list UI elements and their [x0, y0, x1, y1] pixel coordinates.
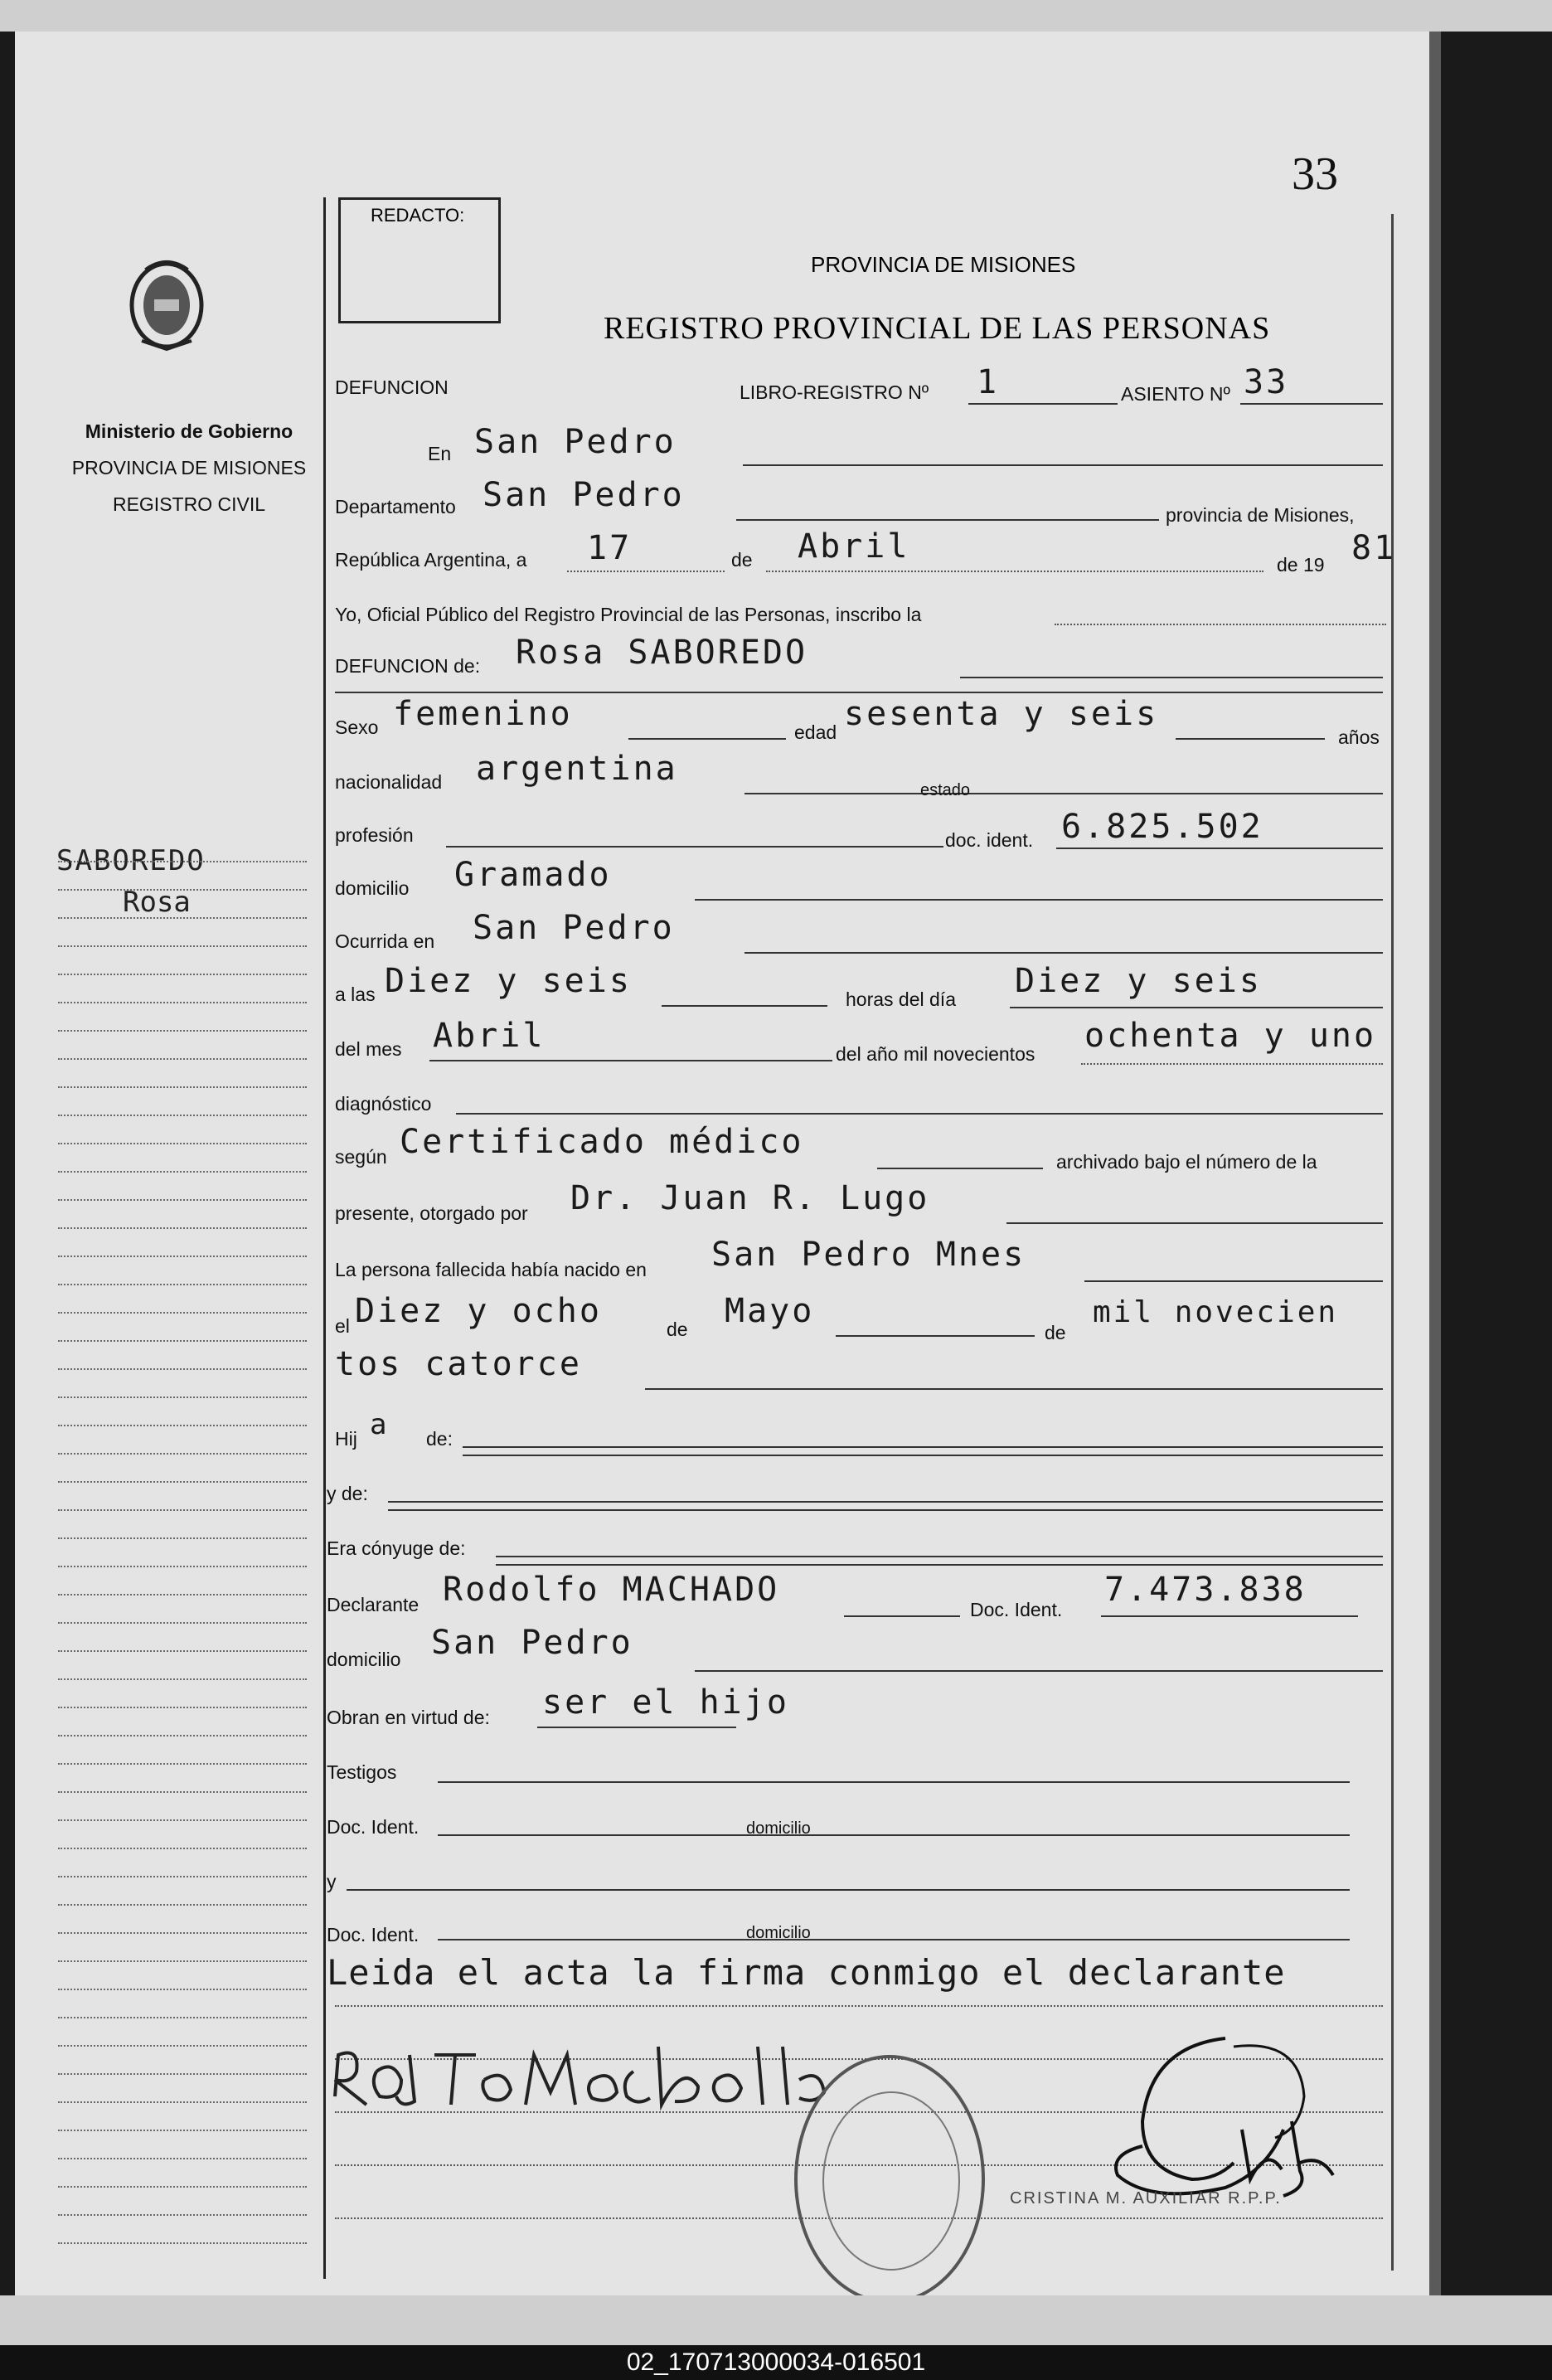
margin-rule [58, 1566, 307, 1567]
label-hij-de: de: [426, 1428, 453, 1450]
value-ano-nac-1: mil novecien [1093, 1295, 1339, 1329]
ministry-line-2: PROVINCIA DE MISIONES [71, 457, 307, 478]
label-nacido: La persona fallecida había nacido en [335, 1259, 647, 1280]
label-y: y [327, 1871, 337, 1892]
value-ano-nac-2: tos catorce [335, 1345, 582, 1383]
value-domicilio-decl: San Pedro [431, 1624, 633, 1662]
value-mes: Abril [798, 527, 910, 566]
label-de: de [731, 549, 753, 571]
margin-rule [58, 1368, 307, 1370]
value-nombre: Rosa SABOREDO [516, 634, 808, 672]
value-hora: Diez y seis [385, 962, 632, 1000]
margin-rule [58, 1537, 307, 1539]
value-ano: 81 [1351, 529, 1397, 567]
label-provincia: provincia de Misiones, [1166, 504, 1355, 526]
label-doc-ident-4: Doc. Ident. [327, 1924, 420, 1945]
margin-rule [58, 1989, 307, 1990]
margin-rule [58, 2158, 307, 2159]
value-nacido: San Pedro Mnes [711, 1236, 1026, 1274]
label-archivado: archivado bajo el número de la [1056, 1151, 1317, 1173]
line-libro [968, 403, 1118, 405]
margin-rule [58, 1256, 307, 1257]
line-sexo [628, 738, 786, 740]
signature-rule [335, 2005, 1383, 2007]
line-testigos [438, 1781, 1350, 1783]
line-nombre [960, 677, 1383, 678]
stamp-caption: CRISTINA M. AUXILIAR R.P.P. [1010, 2189, 1282, 2208]
label-el: el [335, 1315, 350, 1337]
margin-rule [58, 1848, 307, 1849]
value-mes-nac: Mayo [725, 1292, 815, 1330]
value-dia-nac: Diez y ocho [355, 1292, 602, 1330]
margin-rule [58, 1791, 307, 1793]
margin-rule [58, 1509, 307, 1511]
label-domicilio: domicilio [335, 877, 410, 899]
margin-rule [58, 1453, 307, 1455]
declarant-signature [327, 2022, 841, 2121]
value-declarante: Rodolfo MACHADO [443, 1571, 780, 1609]
value-nacionalidad: argentina [476, 750, 678, 788]
line-dia [567, 571, 725, 572]
value-doc-decl: 7.473.838 [1104, 1571, 1307, 1609]
label-presente: presente, otorgado por [335, 1202, 528, 1224]
line-mes [766, 571, 1263, 572]
line-nacionalidad [744, 793, 1383, 794]
line-en [743, 464, 1383, 466]
margin-rule [58, 1622, 307, 1624]
value-mes2: Abril [433, 1017, 546, 1055]
label-anos: años [1338, 726, 1380, 748]
margin-rule [58, 2017, 307, 2018]
value-hij-suffix: a [370, 1408, 390, 1441]
label-declarante: Declarante [327, 1594, 420, 1615]
label-domicilio-4: domicilio [746, 1924, 811, 1942]
margin-rule [58, 1481, 307, 1483]
background-strip-top [0, 0, 1552, 32]
ministry-block [48, 413, 330, 522]
value-departamento: San Pedro [483, 476, 685, 514]
label-domicilio-3: domicilio [746, 1819, 811, 1838]
margin-rule [58, 945, 307, 947]
margin-rule [58, 917, 307, 919]
line-hij-2 [463, 1455, 1383, 1456]
margin-rule [58, 1227, 307, 1229]
margin-rule [58, 1340, 307, 1342]
margin-surname: SABOREDO [56, 844, 206, 877]
margin-rule [58, 1678, 307, 1680]
margin-rule [58, 1058, 307, 1060]
label-doc-ident-3: Doc. Ident. [327, 1816, 420, 1838]
margin-rule [58, 1086, 307, 1088]
value-ocurrida: San Pedro [473, 909, 675, 947]
header-province: PROVINCIA DE MISIONES [811, 252, 1076, 277]
value-medico: Dr. Juan R. Lugo [570, 1179, 930, 1217]
line-declarante [844, 1615, 960, 1617]
line-y [347, 1889, 1350, 1891]
line-departamento [736, 519, 1159, 521]
line-doc [1056, 848, 1383, 849]
margin-rule [58, 2045, 307, 2047]
line-domicilio-decl [695, 1670, 1383, 1672]
value-leida: Leida el acta la firma conmigo el declarante [327, 1952, 1286, 1993]
label-en: En [428, 443, 452, 464]
value-sexo: femenino [393, 695, 573, 733]
margin-rule [58, 974, 307, 975]
margin-rule [58, 2073, 307, 2075]
label-libro: LIBRO-REGISTRO Nº [740, 381, 929, 403]
value-libro: 1 [977, 363, 1000, 401]
line-yo [1055, 624, 1386, 625]
label-defuncion-de: DEFUNCION de: [335, 655, 481, 677]
margin-rule [58, 1594, 307, 1596]
right-rule [1391, 214, 1394, 2271]
page-number: 33 [1292, 148, 1338, 200]
label-yo: Yo, Oficial Público del Registro Provincial de las Personas, inscribo la [335, 604, 922, 625]
left-rule [323, 197, 326, 2279]
margin-rule [58, 2130, 307, 2131]
margin-rule [58, 1735, 307, 1736]
margin-rule [58, 1763, 307, 1765]
label-testigos: Testigos [327, 1761, 397, 1783]
label-republica: República Argentina, a [335, 549, 527, 571]
image-caption: 02_170713000034-016501 [0, 2345, 1552, 2380]
label-del-ano: del año mil novecientos [836, 1043, 1035, 1065]
label-de-2: de [667, 1319, 688, 1340]
value-certificado: Certificado médico [400, 1123, 804, 1161]
label-defuncion: DEFUNCION [335, 376, 449, 398]
label-conyuge: Era cónyuge de: [327, 1537, 466, 1559]
official-stamp [794, 2055, 985, 2304]
margin-rule [58, 1002, 307, 1003]
label-de-3: de [1045, 1322, 1066, 1343]
line-ano-texto [1081, 1063, 1383, 1065]
line-y-de [388, 1501, 1383, 1503]
label-horas: horas del día [846, 988, 956, 1010]
line-doc-ident-4 [438, 1939, 1350, 1940]
label-asiento: ASIENTO Nº [1121, 383, 1230, 405]
background-strip-bottom [0, 2295, 1552, 2345]
line-mes-nac [836, 1335, 1035, 1337]
label-nacionalidad: nacionalidad [335, 771, 443, 793]
label-profesion: profesión [335, 824, 414, 846]
line-ano-nac [645, 1388, 1383, 1390]
ministry-line-1: Ministerio de Gobierno [85, 420, 293, 442]
label-ocurrida: Ocurrida en [335, 930, 435, 952]
document-page [15, 32, 1441, 2295]
line-doc-decl [1101, 1615, 1358, 1617]
margin-rule [58, 2242, 307, 2244]
label-a-las: a las [335, 984, 376, 1005]
line-conyuge-2 [496, 1564, 1383, 1566]
line-conyuge [496, 1556, 1383, 1557]
margin-rule [58, 1143, 307, 1144]
value-asiento: 33 [1244, 363, 1289, 401]
margin-rule [58, 1199, 307, 1201]
margin-rule [58, 889, 307, 891]
line-medico [1006, 1222, 1383, 1224]
line-ocurrida [744, 952, 1383, 954]
ministry-line-3: REGISTRO CIVIL [112, 493, 266, 515]
margin-rule [58, 1650, 307, 1652]
margin-rule [58, 1876, 307, 1877]
margin-rule [58, 1312, 307, 1314]
margin-rule [58, 1932, 307, 1934]
label-doc-ident: doc. ident. [945, 829, 1034, 851]
margin-rule [58, 2101, 307, 2103]
line-mes2 [429, 1060, 832, 1061]
margin-rule [58, 1819, 307, 1821]
margin-rule [58, 1284, 307, 1285]
margin-rule [58, 1171, 307, 1173]
line-y-de-2 [388, 1509, 1383, 1511]
coat-of-arms-icon [121, 254, 212, 353]
value-obran: ser el hijo [542, 1683, 789, 1722]
line-obran [537, 1727, 736, 1728]
line-nombre-2 [335, 692, 1383, 693]
line-dia-texto [1010, 1007, 1383, 1008]
value-edad: sesenta y seis [844, 695, 1159, 733]
value-en: San Pedro [474, 423, 677, 461]
margin-rule [58, 1904, 307, 1906]
line-hora [662, 1005, 827, 1007]
line-doc-ident-3 [438, 1834, 1350, 1836]
line-certificado [877, 1168, 1043, 1169]
margin-rule [58, 2214, 307, 2216]
line-hij [463, 1446, 1383, 1448]
label-edad: edad [794, 721, 837, 743]
label-segun: según [335, 1146, 387, 1168]
label-estado: estado [920, 781, 971, 799]
margin-rule [58, 2186, 307, 2188]
line-asiento [1240, 403, 1383, 405]
value-dia-texto: Diez y seis [1015, 962, 1262, 1000]
label-y-de: y de: [327, 1483, 368, 1504]
value-domicilio: Gramado [454, 856, 612, 894]
line-nacido [1084, 1280, 1383, 1282]
label-de-19: de 19 [1277, 554, 1325, 576]
margin-rule [58, 1707, 307, 1708]
label-doc-ident-2: Doc. Ident. [970, 1599, 1063, 1620]
margin-rule [58, 1396, 307, 1398]
margin-rule [58, 1030, 307, 1032]
label-del-mes: del mes [335, 1038, 402, 1060]
label-sexo: Sexo [335, 716, 379, 738]
label-hij: Hij [335, 1428, 357, 1450]
margin-given-name: Rosa [123, 886, 191, 919]
margin-rule [58, 1115, 307, 1116]
line-profesion [446, 846, 943, 848]
value-ano-texto: ochenta y uno [1084, 1017, 1377, 1055]
label-domicilio-2: domicilio [327, 1649, 401, 1670]
line-domicilio [695, 899, 1383, 901]
line-edad [1176, 738, 1325, 740]
header-registry: REGISTRO PROVINCIAL DE LAS PERSONAS [604, 311, 1271, 346]
redacto-label: REDACTO: [371, 205, 465, 226]
redacto-box [338, 197, 501, 323]
margin-rule [58, 861, 307, 862]
label-obran: Obran en virtud de: [327, 1707, 490, 1728]
value-doc: 6.825.502 [1061, 808, 1263, 846]
label-diagnostico: diagnóstico [335, 1093, 432, 1115]
label-departamento: Departamento [335, 496, 456, 517]
value-dia: 17 [587, 529, 633, 567]
margin-rule [58, 1960, 307, 1962]
margin-rule [58, 1425, 307, 1426]
line-diagnostico [456, 1113, 1383, 1115]
